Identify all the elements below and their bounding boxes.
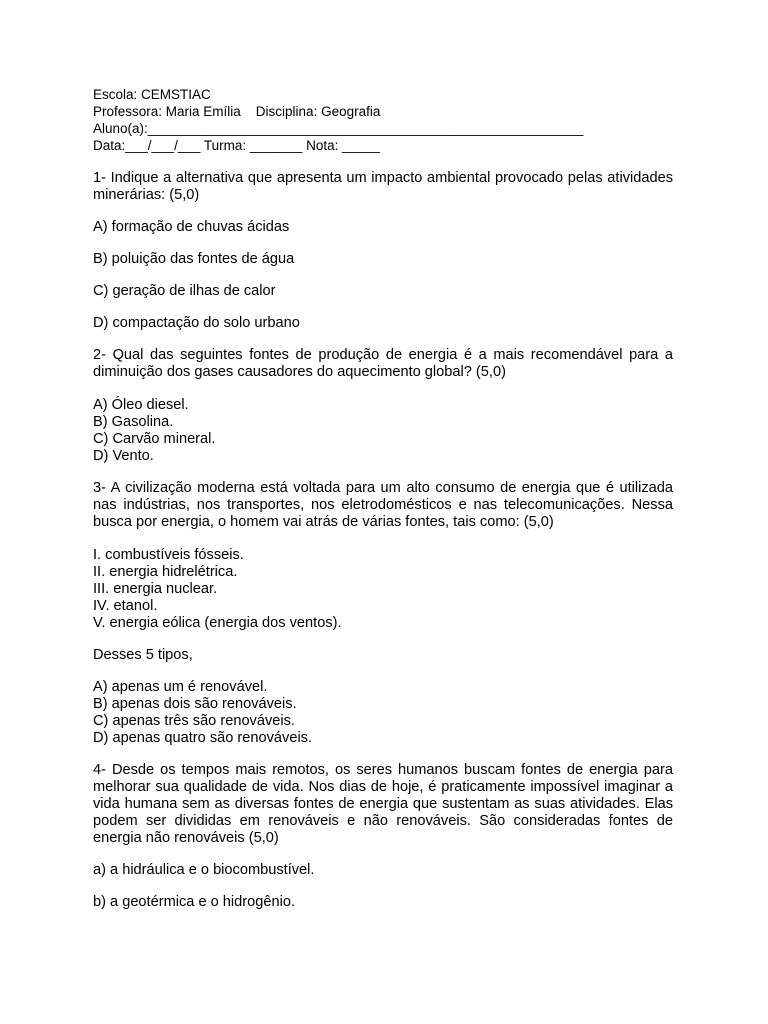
question-3-item-3: III. energia nuclear.	[93, 581, 218, 597]
question-3-item-5: V. energia eólica (energia dos ventos).	[93, 615, 342, 631]
question-4-option-a: a) a hidráulica e o biocombustível.	[93, 862, 315, 878]
question-3-item-2: II. energia hidrelétrica.	[93, 564, 238, 580]
teacher-subject-line: Professora: Maria Emília Disciplina: Geografia	[93, 104, 381, 119]
document-page	[93, 86, 673, 911]
student-line: Aluno(a):__________________________________________________________	[93, 121, 584, 136]
school-line: Escola: CEMSTIAC	[93, 87, 211, 102]
question-4-option-b: b) a geotérmica e o hidrogênio.	[93, 894, 296, 910]
question-1-option-c: C) geração de ilhas de calor	[93, 283, 276, 299]
question-3-item-1: I. combustíveis fósseis.	[93, 547, 244, 563]
question-3-lead: Desses 5 tipos,	[93, 647, 193, 663]
question-2-option-d: D) Vento.	[93, 448, 154, 464]
question-1-text: 1- Indique a alternativa que apresenta um impacto ambiental provocado pelas atividades minerárias: (5,0)	[93, 170, 673, 203]
question-3	[93, 480, 673, 747]
question-4	[93, 762, 673, 911]
question-1	[93, 170, 673, 332]
question-3-option-d: D) apenas quatro são renováveis.	[93, 730, 313, 746]
question-2	[93, 347, 673, 465]
question-2-option-a: A) Óleo diesel.	[93, 397, 189, 413]
question-3-option-a: A) apenas um é renovável.	[93, 679, 268, 695]
question-3-option-b: B) apenas dois são renováveis.	[93, 696, 297, 712]
question-4-text: 4- Desde os tempos mais remotos, os seres humanos buscam fontes de energia para melhorar sua qualidade de vida. Nos dias de hoje, é praticamente impossível imaginar a vida humana sem as diversas fontes de energia que sustentam as suas atividades. Elas podem ser divididas em renováveis e não renováveis. São consideradas fontes de energia não renováveis (5,0)	[93, 762, 673, 846]
question-3-item-4: IV. etanol.	[93, 598, 158, 614]
question-1-option-b: B) poluição das fontes de água	[93, 251, 295, 267]
header-block	[93, 86, 673, 154]
question-2-text: 2- Qual das seguintes fontes de produção de energia é a mais recomendável para a diminuição dos gases causadores do aquecimento global? (5,0)	[93, 347, 673, 380]
question-2-option-c: C) Carvão mineral.	[93, 431, 216, 447]
question-1-option-a: A) formação de chuvas ácidas	[93, 219, 290, 235]
question-3-text: 3- A civilização moderna está voltada para um alto consumo de energia que é utilizada nas indústrias, nos transportes, nos eletrodomésticos e nas telecomunicações. Nessa busca por energia, o homem vai atrás de várias fontes, tais como: (5,0)	[93, 480, 673, 530]
date-class-grade-line: Data:___/___/___ Turma: _______ Nota: _____	[93, 138, 380, 153]
question-3-option-c: C) apenas três são renováveis.	[93, 713, 295, 729]
question-2-option-b: B) Gasolina.	[93, 414, 174, 430]
question-1-option-d: D) compactação do solo urbano	[93, 315, 300, 331]
